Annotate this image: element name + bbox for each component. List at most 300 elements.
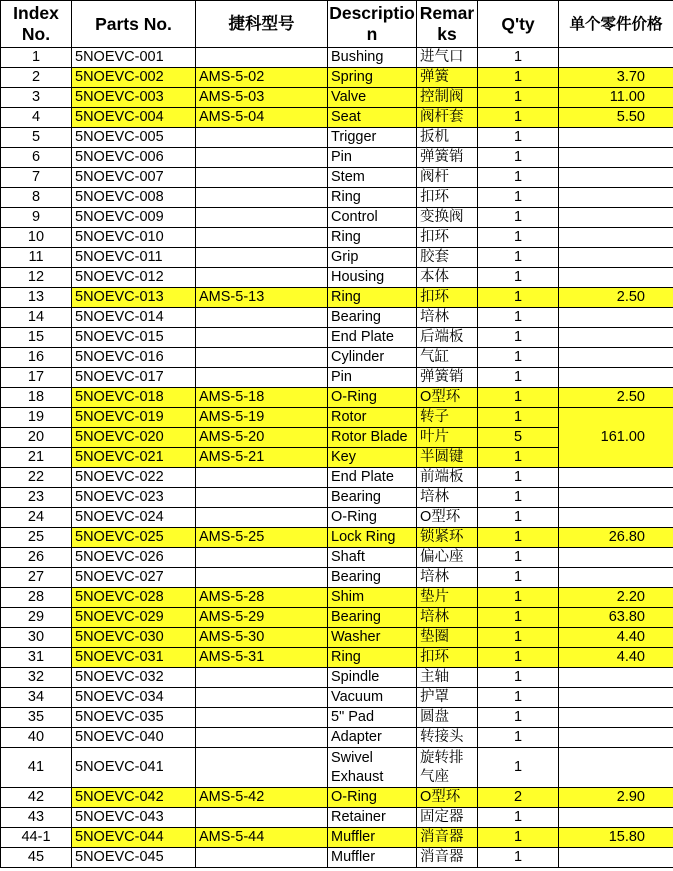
cell-part-no: 5NOEVC-003 (72, 88, 196, 108)
cell-unit-price (559, 848, 673, 868)
cell-index: 14 (1, 308, 72, 328)
cell-qty: 1 (478, 648, 559, 668)
cell-description: Shaft (328, 548, 417, 568)
cell-description: Ring (328, 188, 417, 208)
header-qty: Q'ty (478, 1, 559, 48)
cell-model (196, 128, 328, 148)
cell-model: AMS-5-28 (196, 588, 328, 608)
cell-part-no: 5NOEVC-018 (72, 388, 196, 408)
cell-description: End Plate (328, 468, 417, 488)
cell-unit-price (559, 248, 673, 268)
cell-index: 23 (1, 488, 72, 508)
table-row (1, 808, 673, 828)
table-row (1, 108, 673, 128)
cell-remarks: 后端板 (417, 328, 478, 348)
cell-part-no: 5NOEVC-019 (72, 408, 196, 428)
cell-unit-price (559, 728, 673, 748)
cell-part-no: 5NOEVC-001 (72, 48, 196, 68)
cell-part-no: 5NOEVC-032 (72, 668, 196, 688)
table-row (1, 128, 673, 148)
cell-description: O-Ring (328, 508, 417, 528)
cell-description: Rotor (328, 408, 417, 428)
cell-index: 42 (1, 788, 72, 808)
table-row (1, 328, 673, 348)
cell-index: 24 (1, 508, 72, 528)
cell-part-no: 5NOEVC-006 (72, 148, 196, 168)
cell-index: 35 (1, 708, 72, 728)
cell-unit-price (559, 748, 673, 788)
cell-unit-price (559, 268, 673, 288)
table-row (1, 688, 673, 708)
table-row (1, 48, 673, 68)
cell-remarks: 扣环 (417, 188, 478, 208)
table-row (1, 848, 673, 868)
table-row (1, 648, 673, 668)
header-row (1, 1, 673, 48)
cell-part-no: 5NOEVC-042 (72, 788, 196, 808)
cell-description: 5" Pad (328, 708, 417, 728)
cell-remarks: 控制阀 (417, 88, 478, 108)
cell-model (196, 148, 328, 168)
header-remarks: Remarks (417, 1, 478, 48)
cell-model (196, 308, 328, 328)
cell-unit-price (559, 208, 673, 228)
cell-qty: 1 (478, 88, 559, 108)
cell-remarks: 培林 (417, 308, 478, 328)
cell-index: 43 (1, 808, 72, 828)
cell-qty: 1 (478, 128, 559, 148)
table-row (1, 728, 673, 748)
cell-model (196, 508, 328, 528)
cell-unit-price (559, 228, 673, 248)
cell-index: 15 (1, 328, 72, 348)
table-row (1, 388, 673, 408)
cell-remarks: 圆盘 (417, 708, 478, 728)
table-row (1, 168, 673, 188)
cell-qty: 1 (478, 848, 559, 868)
cell-model (196, 808, 328, 828)
cell-part-no: 5NOEVC-045 (72, 848, 196, 868)
cell-description: Stem (328, 168, 417, 188)
cell-qty: 1 (478, 108, 559, 128)
cell-description: Retainer (328, 808, 417, 828)
cell-description: Trigger (328, 128, 417, 148)
cell-model (196, 348, 328, 368)
cell-index: 32 (1, 668, 72, 688)
cell-remarks: 本体 (417, 268, 478, 288)
cell-model (196, 168, 328, 188)
cell-part-no: 5NOEVC-026 (72, 548, 196, 568)
cell-index: 5 (1, 128, 72, 148)
cell-part-no: 5NOEVC-007 (72, 168, 196, 188)
cell-remarks: 气缸 (417, 348, 478, 368)
cell-remarks: 半圆键 (417, 448, 478, 468)
cell-qty: 5 (478, 428, 559, 448)
cell-model (196, 228, 328, 248)
cell-model (196, 568, 328, 588)
cell-description: Bearing (328, 608, 417, 628)
cell-qty: 1 (478, 608, 559, 628)
cell-model: AMS-5-25 (196, 528, 328, 548)
table-row (1, 588, 673, 608)
cell-description: Muffler (328, 828, 417, 848)
cell-part-no: 5NOEVC-004 (72, 108, 196, 128)
table-row (1, 488, 673, 508)
cell-unit-price (559, 348, 673, 368)
table-row (1, 148, 673, 168)
cell-description: Swivel Exhaust (328, 748, 417, 788)
cell-part-no: 5NOEVC-044 (72, 828, 196, 848)
cell-index: 6 (1, 148, 72, 168)
cell-description: Spindle (328, 668, 417, 688)
cell-unit-price (559, 488, 673, 508)
cell-unit-price (559, 148, 673, 168)
cell-description: O-Ring (328, 788, 417, 808)
cell-model (196, 328, 328, 348)
cell-description: Valve (328, 88, 417, 108)
cell-qty: 1 (478, 328, 559, 348)
table-row (1, 208, 673, 228)
cell-part-no: 5NOEVC-025 (72, 528, 196, 548)
cell-qty: 1 (478, 148, 559, 168)
cell-unit-price (559, 508, 673, 528)
cell-model (196, 748, 328, 788)
cell-model (196, 208, 328, 228)
cell-description: Key (328, 448, 417, 468)
cell-index: 2 (1, 68, 72, 88)
cell-description: Washer (328, 628, 417, 648)
cell-unit-price: 2.90 (559, 788, 673, 808)
cell-index: 44-1 (1, 828, 72, 848)
cell-index: 27 (1, 568, 72, 588)
cell-unit-price: 4.40 (559, 628, 673, 648)
cell-index: 45 (1, 848, 72, 868)
cell-description: Spring (328, 68, 417, 88)
cell-description: Muffler (328, 848, 417, 868)
cell-unit-price: 5.50 (559, 108, 673, 128)
cell-unit-price: 26.80 (559, 528, 673, 548)
cell-index: 21 (1, 448, 72, 468)
table-body (1, 48, 673, 868)
cell-remarks: 固定器 (417, 808, 478, 828)
cell-part-no: 5NOEVC-017 (72, 368, 196, 388)
cell-qty: 1 (478, 808, 559, 828)
cell-qty: 1 (478, 468, 559, 488)
table-row (1, 628, 673, 648)
cell-unit-price (559, 548, 673, 568)
header-description: Description (328, 1, 417, 48)
table-row (1, 68, 673, 88)
cell-unit-price: 2.50 (559, 288, 673, 308)
cell-model (196, 248, 328, 268)
cell-remarks: 扣环 (417, 228, 478, 248)
cell-description: Housing (328, 268, 417, 288)
cell-index: 29 (1, 608, 72, 628)
cell-qty: 1 (478, 268, 559, 288)
table-row (1, 348, 673, 368)
cell-remarks: 护罩 (417, 688, 478, 708)
cell-description: Grip (328, 248, 417, 268)
cell-index: 30 (1, 628, 72, 648)
cell-description: Ring (328, 228, 417, 248)
table-row (1, 288, 673, 308)
cell-part-no: 5NOEVC-040 (72, 728, 196, 748)
cell-part-no: 5NOEVC-020 (72, 428, 196, 448)
cell-description: Bushing (328, 48, 417, 68)
cell-remarks: 转子 (417, 408, 478, 428)
cell-part-no: 5NOEVC-028 (72, 588, 196, 608)
cell-model (196, 48, 328, 68)
cell-qty: 1 (478, 708, 559, 728)
table-row (1, 188, 673, 208)
cell-unit-price (559, 468, 673, 488)
cell-part-no: 5NOEVC-024 (72, 508, 196, 528)
cell-index: 25 (1, 528, 72, 548)
cell-remarks: 弹簧销 (417, 148, 478, 168)
cell-model: AMS-5-02 (196, 68, 328, 88)
cell-model (196, 268, 328, 288)
cell-unit-price: 2.50 (559, 388, 673, 408)
cell-part-no: 5NOEVC-030 (72, 628, 196, 648)
cell-part-no: 5NOEVC-012 (72, 268, 196, 288)
cell-description: Control (328, 208, 417, 228)
cell-model: AMS-5-44 (196, 828, 328, 848)
cell-qty: 1 (478, 528, 559, 548)
cell-qty: 1 (478, 368, 559, 388)
cell-model: AMS-5-20 (196, 428, 328, 448)
cell-model: AMS-5-13 (196, 288, 328, 308)
cell-remarks: 培林 (417, 488, 478, 508)
cell-description: Bearing (328, 568, 417, 588)
cell-index: 18 (1, 388, 72, 408)
table-row (1, 368, 673, 388)
cell-model: AMS-5-29 (196, 608, 328, 628)
cell-model (196, 728, 328, 748)
cell-part-no: 5NOEVC-013 (72, 288, 196, 308)
cell-unit-price (559, 48, 673, 68)
cell-part-no: 5NOEVC-002 (72, 68, 196, 88)
header-parts-no: Parts No. (72, 1, 196, 48)
cell-remarks: O型环 (417, 788, 478, 808)
cell-description: Vacuum (328, 688, 417, 708)
cell-description: Ring (328, 288, 417, 308)
cell-unit-price (559, 308, 673, 328)
cell-model: AMS-5-31 (196, 648, 328, 668)
cell-model: AMS-5-21 (196, 448, 328, 468)
cell-part-no: 5NOEVC-034 (72, 688, 196, 708)
cell-part-no: 5NOEVC-035 (72, 708, 196, 728)
cell-index: 4 (1, 108, 72, 128)
cell-qty: 1 (478, 748, 559, 788)
cell-unit-price (559, 128, 673, 148)
cell-qty: 1 (478, 588, 559, 608)
cell-unit-price: 63.80 (559, 608, 673, 628)
cell-remarks: 主轴 (417, 668, 478, 688)
cell-description: Pin (328, 368, 417, 388)
cell-index: 16 (1, 348, 72, 368)
cell-index: 1 (1, 48, 72, 68)
cell-qty: 1 (478, 308, 559, 328)
cell-index: 8 (1, 188, 72, 208)
cell-index: 22 (1, 468, 72, 488)
header-unit-price: 单个零件价格 (559, 1, 673, 48)
cell-description: Rotor Blade (328, 428, 417, 448)
cell-model (196, 848, 328, 868)
table-row (1, 508, 673, 528)
cell-model: AMS-5-03 (196, 88, 328, 108)
cell-model (196, 188, 328, 208)
cell-model (196, 488, 328, 508)
cell-model (196, 468, 328, 488)
table-row (1, 608, 673, 628)
cell-part-no: 5NOEVC-008 (72, 188, 196, 208)
cell-qty: 1 (478, 408, 559, 428)
cell-qty: 1 (478, 228, 559, 248)
cell-unit-price (559, 188, 673, 208)
cell-remarks: 胶套 (417, 248, 478, 268)
cell-unit-price (559, 168, 673, 188)
cell-index: 11 (1, 248, 72, 268)
cell-index: 3 (1, 88, 72, 108)
table-row (1, 88, 673, 108)
table-row (1, 408, 673, 428)
cell-qty: 1 (478, 448, 559, 468)
cell-remarks: O型环 (417, 388, 478, 408)
table-row (1, 308, 673, 328)
cell-remarks: 扳机 (417, 128, 478, 148)
cell-unit-price: 4.40 (559, 648, 673, 668)
cell-model (196, 668, 328, 688)
cell-unit-price: 2.20 (559, 588, 673, 608)
cell-description: O-Ring (328, 388, 417, 408)
cell-qty: 1 (478, 828, 559, 848)
cell-remarks: 垫片 (417, 588, 478, 608)
cell-index: 12 (1, 268, 72, 288)
cell-remarks: 垫圈 (417, 628, 478, 648)
table-row (1, 568, 673, 588)
table-row (1, 708, 673, 728)
cell-model (196, 548, 328, 568)
cell-index: 17 (1, 368, 72, 388)
cell-description: Adapter (328, 728, 417, 748)
cell-model: AMS-5-19 (196, 408, 328, 428)
cell-part-no: 5NOEVC-021 (72, 448, 196, 468)
cell-index: 26 (1, 548, 72, 568)
cell-description: Seat (328, 108, 417, 128)
cell-index: 10 (1, 228, 72, 248)
cell-description: Bearing (328, 488, 417, 508)
cell-index: 31 (1, 648, 72, 668)
cell-qty: 2 (478, 788, 559, 808)
cell-part-no: 5NOEVC-043 (72, 808, 196, 828)
table-row (1, 668, 673, 688)
cell-qty: 1 (478, 548, 559, 568)
table-row (1, 468, 673, 488)
cell-description: Ring (328, 648, 417, 668)
cell-part-no: 5NOEVC-011 (72, 248, 196, 268)
cell-part-no: 5NOEVC-009 (72, 208, 196, 228)
table-row (1, 748, 673, 788)
cell-remarks: 扣环 (417, 648, 478, 668)
cell-index: 40 (1, 728, 72, 748)
cell-qty: 1 (478, 348, 559, 368)
cell-qty: 1 (478, 188, 559, 208)
cell-qty: 1 (478, 288, 559, 308)
cell-remarks: 弹簧 (417, 68, 478, 88)
cell-description: Pin (328, 148, 417, 168)
header-model: 捷科型号 (196, 1, 328, 48)
cell-remarks: 培林 (417, 608, 478, 628)
cell-part-no: 5NOEVC-016 (72, 348, 196, 368)
cell-qty: 1 (478, 568, 559, 588)
table-row (1, 268, 673, 288)
cell-index: 13 (1, 288, 72, 308)
cell-unit-price (559, 368, 673, 388)
cell-remarks: 阀杆套 (417, 108, 478, 128)
cell-remarks: 扣环 (417, 288, 478, 308)
cell-model: AMS-5-30 (196, 628, 328, 648)
cell-model: AMS-5-42 (196, 788, 328, 808)
cell-qty: 1 (478, 248, 559, 268)
cell-remarks: 消音器 (417, 828, 478, 848)
cell-part-no: 5NOEVC-027 (72, 568, 196, 588)
cell-index: 28 (1, 588, 72, 608)
table-row (1, 228, 673, 248)
cell-model: AMS-5-04 (196, 108, 328, 128)
cell-qty: 1 (478, 508, 559, 528)
cell-model (196, 688, 328, 708)
cell-index: 7 (1, 168, 72, 188)
table-row (1, 828, 673, 848)
cell-remarks: 消音器 (417, 848, 478, 868)
cell-part-no: 5NOEVC-031 (72, 648, 196, 668)
cell-qty: 1 (478, 628, 559, 648)
cell-qty: 1 (478, 728, 559, 748)
cell-part-no: 5NOEVC-005 (72, 128, 196, 148)
cell-qty: 1 (478, 388, 559, 408)
cell-unit-price (559, 808, 673, 828)
cell-qty: 1 (478, 48, 559, 68)
cell-model (196, 708, 328, 728)
cell-remarks: 进气口 (417, 48, 478, 68)
cell-description: Lock Ring (328, 528, 417, 548)
cell-description: Bearing (328, 308, 417, 328)
cell-remarks: 锁紧环 (417, 528, 478, 548)
table-row (1, 528, 673, 548)
cell-part-no: 5NOEVC-015 (72, 328, 196, 348)
cell-part-no: 5NOEVC-022 (72, 468, 196, 488)
cell-part-no: 5NOEVC-014 (72, 308, 196, 328)
header-index-no: Index No. (1, 1, 72, 48)
cell-model: AMS-5-18 (196, 388, 328, 408)
cell-part-no: 5NOEVC-041 (72, 748, 196, 788)
cell-unit-price (559, 708, 673, 728)
cell-remarks: 叶片 (417, 428, 478, 448)
cell-unit-price: 15.80 (559, 828, 673, 848)
cell-index: 9 (1, 208, 72, 228)
cell-unit-price (559, 328, 673, 348)
cell-remarks: 弹簧销 (417, 368, 478, 388)
cell-unit-price: 3.70 (559, 68, 673, 88)
cell-index: 41 (1, 748, 72, 788)
cell-part-no: 5NOEVC-010 (72, 228, 196, 248)
cell-unit-price (559, 568, 673, 588)
cell-part-no: 5NOEVC-023 (72, 488, 196, 508)
cell-index: 19 (1, 408, 72, 428)
cell-index: 34 (1, 688, 72, 708)
cell-description: End Plate (328, 328, 417, 348)
table-row (1, 248, 673, 268)
